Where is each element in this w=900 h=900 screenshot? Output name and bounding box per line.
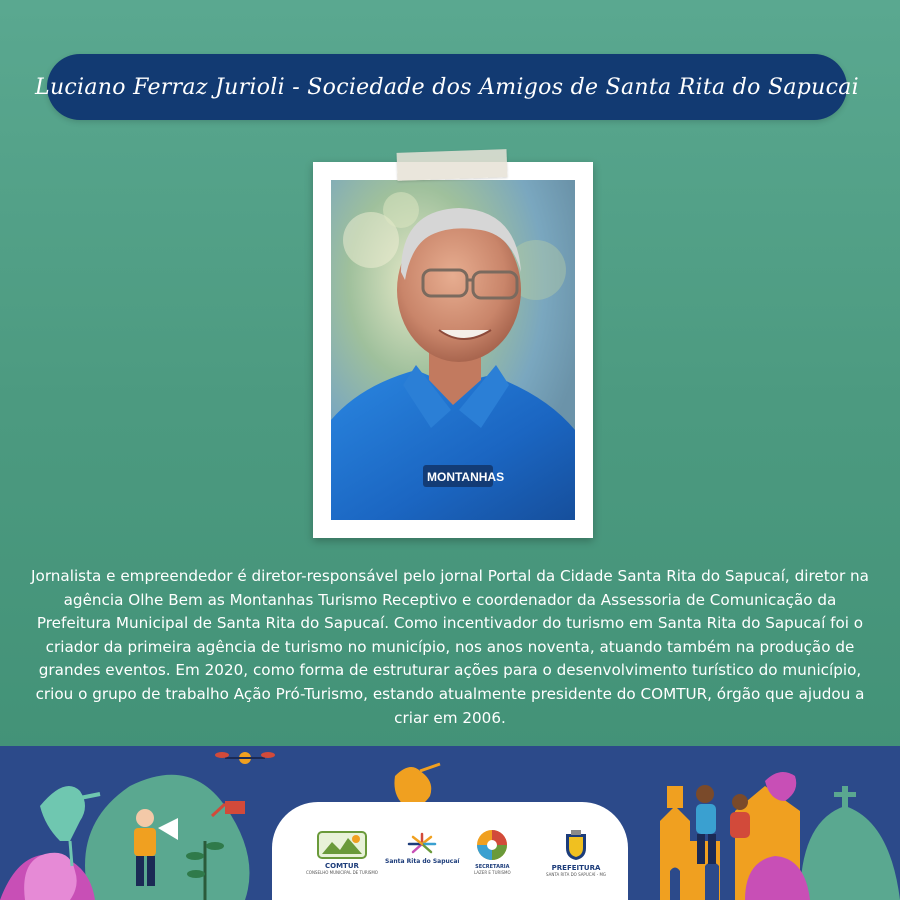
dancer-head-icon: [696, 785, 714, 803]
footer-banner: [0, 746, 900, 900]
prefeitura-logo-name: PREFEITURA: [551, 864, 601, 872]
green-hill-shape: [85, 775, 250, 900]
santa-rita-logo-name: Santa Rita do Sapucaí: [385, 858, 460, 865]
cross-icon: [842, 786, 848, 812]
watering-can-icon: [225, 801, 245, 814]
person-head-icon: [136, 809, 154, 827]
photo-frame: [313, 162, 593, 538]
secretaria-logo: [474, 828, 511, 875]
secretaria-logo-sub: LAZER E TURISMO: [474, 870, 511, 875]
comtur-logo: [306, 830, 378, 875]
person-body-icon: [134, 828, 156, 856]
santa-rita-logo: [385, 832, 459, 865]
title-banner: [35, 54, 859, 120]
dancer-body-icon: [696, 804, 716, 834]
prefeitura-crest-icon: [559, 828, 593, 862]
tape-strip: [397, 149, 508, 181]
portrait-illustration: [331, 180, 575, 520]
santa-rita-burst-icon: [402, 832, 442, 856]
comtur-logo-icon: [316, 830, 368, 860]
shirt-text: MONTANHAS: [427, 470, 505, 484]
comtur-logo-sub: CONSELHO MUNICIPAL DE TURISMO: [306, 870, 378, 875]
heron-icon: [40, 786, 85, 841]
secretaria-logo-icon: [475, 828, 509, 862]
prefeitura-logo: [546, 828, 606, 877]
page-title: Luciano Ferraz Jurioli - Sociedade dos Amigos de Santa Rita do Sapucai: [35, 74, 859, 100]
comtur-logo-name: COMTUR: [325, 862, 359, 870]
prefeitura-logo-sub: SANTA RITA DO SAPUCAÍ - MG: [546, 872, 607, 877]
right-hill-shape: [800, 806, 900, 900]
portrait-photo: [331, 180, 575, 520]
secretaria-logo-name: SECRETARIA: [475, 864, 510, 870]
biography-text: Jornalista e empreendedor é diretor-responsável pelo jornal Portal da Cidade Santa Rita do Sapucaí, diretor na agência Olhe Bem as Montanhas Turismo Receptivo e coordenador da Assessoria de Comunicação da Prefeitura Municipal de Santa Rita do Sapucaí. Como incentivador do turismo em Santa Rita do Sapucaí foi o criador da primeira agência de turismo no município, nos anos noventa, atuando também na produção de grandes eventos. Em 2020, como forma de estruturar ações para o desenvolvimento turístico do município, criou o grupo de trabalho Ação Pró-Turismo, estando atualmente presidente do COMTUR, órgão que ajudou a criar em 2006.: [31, 567, 869, 727]
